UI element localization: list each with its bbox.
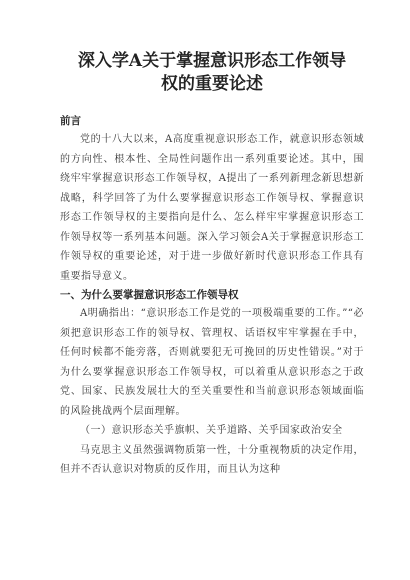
subsection-1-paragraph: 马克思主义虽然强调物质第一性，十分重视物质的决定作用，但并不否认意识对物质的反作用，而且认为这种: [60, 444, 364, 475]
document-title: [60, 50, 364, 96]
title-line-1: 深入学A关于掌握意识形态工作领导: [77, 51, 347, 71]
title-line-2: 权的重要论述: [161, 74, 263, 94]
section-1-heading: 一、为什么要掌握意识形态工作领导权: [60, 289, 239, 301]
preface-heading: 前言: [60, 115, 81, 127]
section-1-paragraph: A明确指出：“意识形态工作是党的一项极端重要的工作。”“必须把意识形态工作的领导权、管理权、话语权牢牢掌握在手中，任何时候都不能旁落，否则就要犯无可挽回的历史性错误。”对于为什么要掌握意识形态工作领导权，可以着重从意识形态之于政党、国家、民族发展壮大的至关重要性和当前意识形态领域面临的风险挑战两个层面理解。: [60, 308, 364, 417]
subsection-1-heading: （一）意识形态关乎旗帜、关乎道路、关乎国家政治安全: [80, 425, 343, 436]
preface-paragraph: 党的十八大以来，A高度重视意识形态工作，就意识形态领域的方向性、根本性、全局性问题作出一系列重要论述。其中，围绕牢牢掌握意识形态工作领导权，A提出了一系列新理念新思想新战略，科学回答了为什么要掌握意识形态工作领导权、掌握意识形态工作领导权的主要指向是什么、怎么样牢牢掌握意识形态工作领导权等一系列基本问题。深入学习领会A关于掌握意识形态工作领导权的重要论述，对于进一步做好新时代意识形态工作具有重要指导意义。: [60, 134, 364, 282]
